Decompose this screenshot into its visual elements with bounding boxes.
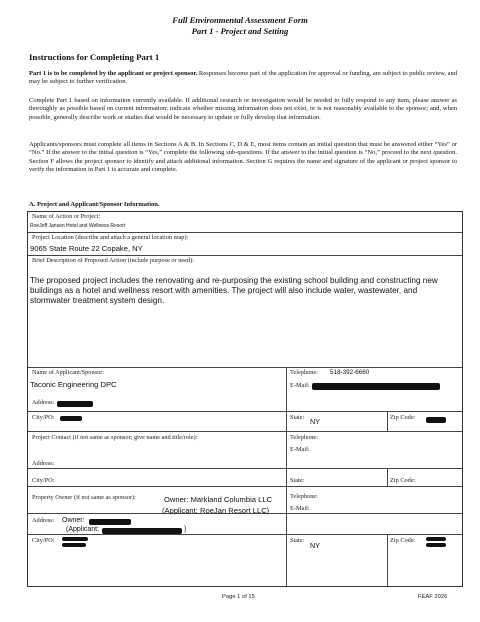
applicant-label: Name of Applicant/Sponsor: <box>32 369 105 376</box>
email-label: E-Mail: <box>290 382 310 389</box>
row-project-location <box>28 232 462 255</box>
owner-state-value[interactable]: NY <box>310 541 320 550</box>
contact-state-label: State: <box>290 477 305 484</box>
row-applicant-city <box>28 411 462 432</box>
project-contact-label: Project Contact (if not same as sponsor; give name and title/role): <box>32 434 198 441</box>
redacted-zip <box>426 417 446 423</box>
applicant-value[interactable]: Taconic Engineering DPC <box>30 380 117 389</box>
owner-address-applicant: (Applicant: <box>66 526 100 533</box>
redacted-owner-address <box>89 519 131 525</box>
owner-email-label: E-Mail: <box>290 505 310 512</box>
owner-telephone-label: Telephone: <box>290 493 318 500</box>
instructions-paragraph-3: Applicants/sponsors must complete all items in Sections A & B. In Sections C, D & E, most items contain an initial question that must be answered either “Yes” or “No.” If the answer to the initial question is “Yes,” complete the following sub-questions. If the answer to the initial question is “No,” proceed to the next question. Section F allows the project sponsor to identify and attach additional information. Section G requires the name and signature of the applicant or project sponsor to verify the information in Part 1 is accurate and complete. <box>29 141 457 174</box>
contact-city-label: City/PO: <box>32 477 55 484</box>
redacted-owner-zip-1 <box>426 537 446 541</box>
form-title: Full Environmental Assessment Form <box>172 15 308 25</box>
property-owner-value[interactable]: Owner: Markland Columbia LLC <box>164 495 273 504</box>
row-description <box>28 255 462 368</box>
name-of-action-value[interactable]: RoeJoff Jansen Hotel and Wellness Resort <box>30 223 126 229</box>
paragraph-1-bold: Part 1 is to be completed by the applicant or project sponsor. <box>29 70 198 77</box>
row-project-contact <box>28 431 462 469</box>
owner-city-label: City/PO: <box>32 537 55 544</box>
description-value[interactable]: The proposed project includes the renovating and re-purposing the existing school building and constructing new buildings as a hotel and wellness resort with amenities. The project will also include water, wastewater, and stormwater treatment system design. <box>30 276 438 305</box>
page-number: Page 1 of 15 <box>222 594 255 600</box>
instructions-heading: Instructions for Completing Part 1 <box>29 52 160 62</box>
property-owner-applicant-value[interactable]: (Applicant: RoeJan Resort LLC) <box>162 506 270 515</box>
project-location-label: Project Location (describe and attach a general location map): <box>32 234 189 241</box>
owner-address-close: ) <box>184 526 187 533</box>
row-property-owner <box>28 486 462 514</box>
contact-email-label: E-Mail: <box>290 446 310 453</box>
telephone-label: Telephone: <box>290 369 318 376</box>
row-applicant <box>28 367 462 412</box>
form-subtitle: Part 1 - Project and Setting <box>191 26 289 36</box>
section-a-form <box>27 211 463 587</box>
telephone-value[interactable]: 518-392-6660 <box>330 369 370 376</box>
state-label: State: <box>290 414 305 421</box>
paragraph-1-rest: Responses become part of the application for approval or funding, are subject to public review, and may be subject to further verification. <box>29 70 457 86</box>
section-a-heading: A. Project and Applicant/Sponsor Information. <box>29 201 160 208</box>
redacted-city <box>60 416 82 421</box>
redacted-owner-city-2 <box>62 543 86 547</box>
contact-telephone-label: Telephone: <box>290 434 318 441</box>
project-location-value[interactable]: 9065 State Route 22 Copake, NY <box>30 244 143 253</box>
name-of-action-label: Name of Action or Project: <box>32 213 101 220</box>
row-owner-address <box>28 513 462 535</box>
contact-zip-label: Zip Code: <box>390 477 416 484</box>
row-name-of-action <box>28 212 462 232</box>
state-value[interactable]: NY <box>310 417 320 426</box>
zip-label: Zip Code: <box>390 414 416 421</box>
owner-state-label: State: <box>290 537 305 544</box>
owner-zip-label: Zip Code: <box>390 537 416 544</box>
city-label: City/PO: <box>32 414 55 421</box>
form-id: FEAF 2026 <box>418 594 448 600</box>
redacted-owner-city-1 <box>62 537 88 541</box>
redacted-email <box>312 383 440 390</box>
owner-address-label: Address: <box>32 517 55 524</box>
row-owner-city <box>28 534 462 587</box>
description-label: Brief Description of Proposed Action (include purpose or need): <box>32 257 194 264</box>
owner-address-owner: Owner: <box>62 517 85 524</box>
redacted-owner-zip-2 <box>426 543 446 547</box>
row-contact-city <box>28 468 462 487</box>
instructions-paragraph-1 <box>29 70 457 87</box>
redacted-address <box>57 401 93 407</box>
property-owner-label: Property Owner (if not same as sponsor): <box>32 494 136 501</box>
instructions-paragraph-2: Complete Part 1 based on information currently available. If additional research or investigation would be needed to fully respond to any item, please answer as thoroughly as possible based on current information; indicate whether missing information does not exist, or is not reasonably available to the sponsor; and, when possible, generally describe work or studies that would be necessary to update or fully develop that information. <box>29 97 457 121</box>
address-label: Address: <box>32 399 55 406</box>
contact-address-label: Address: <box>32 460 55 467</box>
